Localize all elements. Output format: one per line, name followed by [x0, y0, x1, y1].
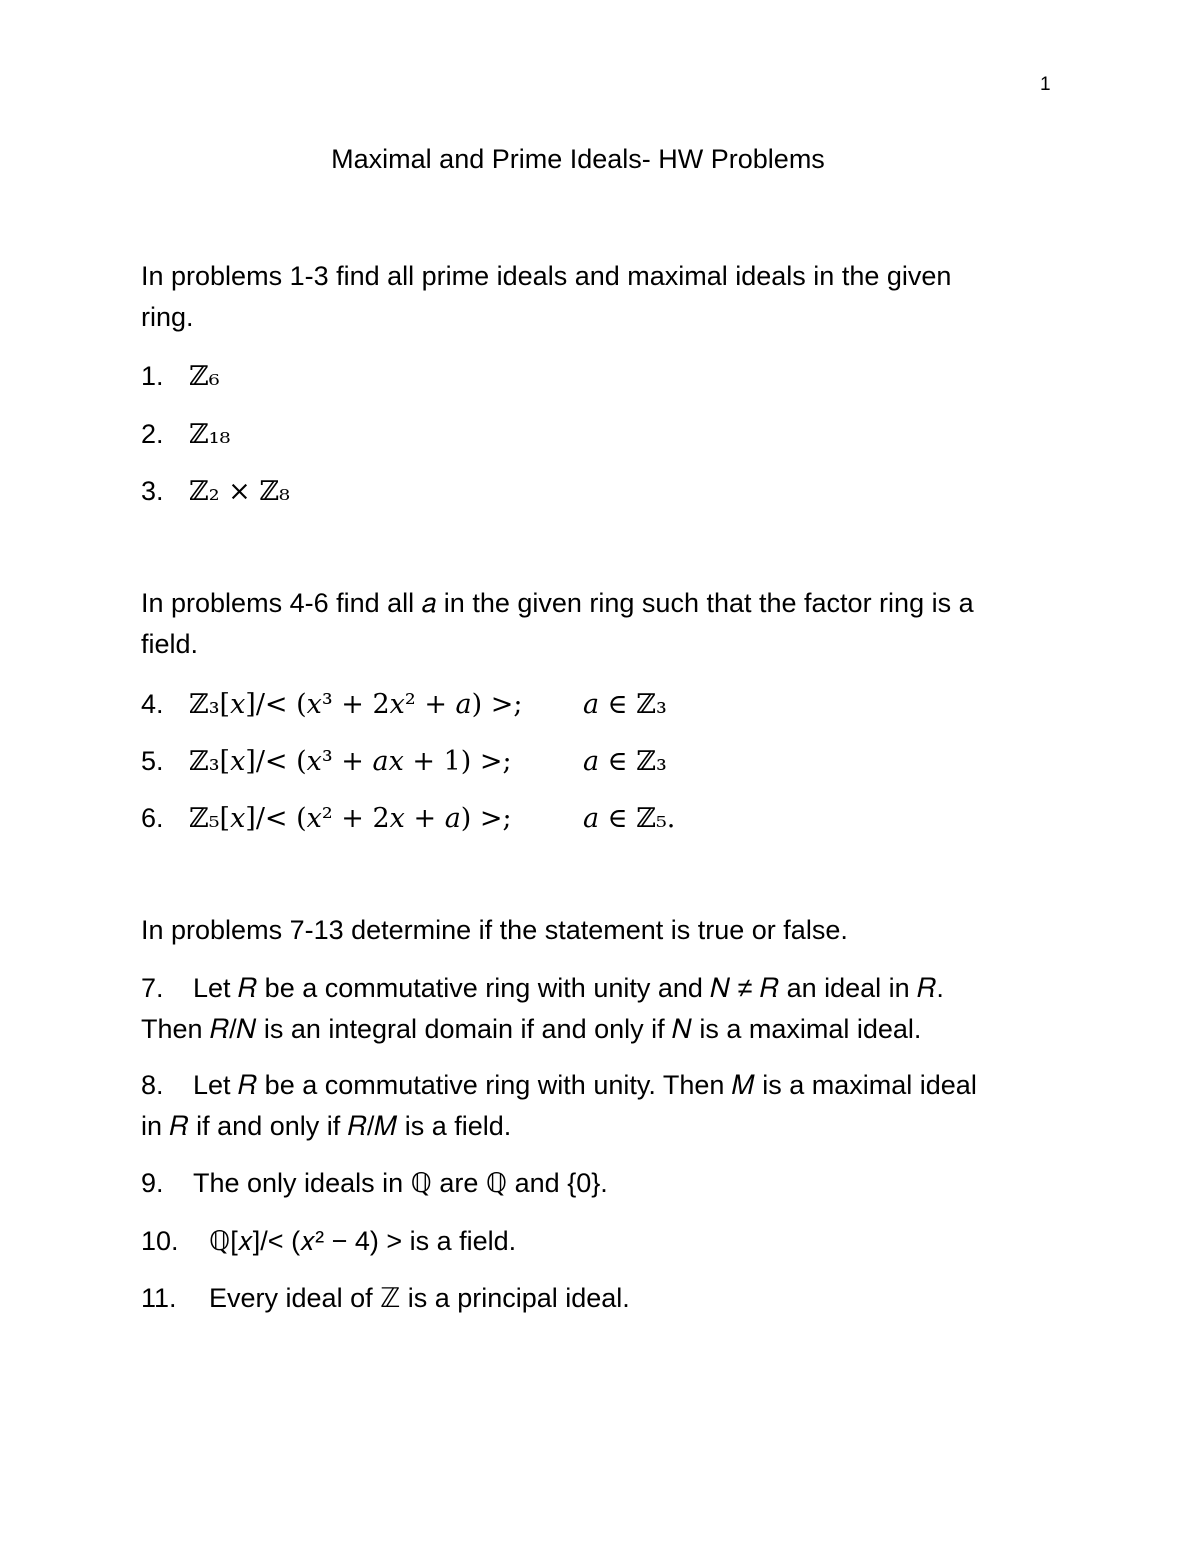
problem-expression: ℤ₆	[189, 361, 220, 392]
problem-5	[141, 741, 667, 782]
problem-11	[141, 1278, 630, 1319]
section2-intro-line1: In problems 4-6 find all 𝑎 in the given ring such that the factor ring is a	[141, 588, 974, 618]
problem-expression: ℤ₅[𝑥]/< (𝑥² + 2𝑥 + 𝑎) >;	[189, 803, 512, 834]
problem-number: 8.	[141, 1070, 164, 1100]
problem-statement-line1: Let 𝑅 be a commutative ring with unity and 𝑁 ≠ 𝑅 an ideal in 𝑅.	[193, 973, 944, 1003]
problem-statement-line1: Let 𝑅 be a commutative ring with unity. Then 𝑀 is a maximal ideal	[193, 1070, 977, 1100]
problem-expression: ℤ₁₈	[189, 419, 231, 450]
problem-number: 5.	[141, 746, 164, 776]
section1-intro-line2: ring.	[141, 302, 194, 332]
problem-statement-line1: Every ideal of ℤ is a principal ideal.	[209, 1283, 630, 1313]
problem-number: 9.	[141, 1168, 164, 1198]
section1-intro-line1: In problems 1-3 find all prime ideals and maximal ideals in the given	[141, 261, 952, 291]
problem-2	[141, 414, 230, 455]
section2-intro-line2: field.	[141, 629, 199, 659]
problem-4	[141, 684, 667, 725]
problem-number: 7.	[141, 973, 164, 1003]
problem-number: 2.	[141, 419, 164, 449]
problem-number: 10.	[141, 1226, 179, 1256]
problem-expression: ℤ₂ × ℤ₈	[189, 476, 290, 507]
problem-expression: ℤ₃[𝑥]/< (𝑥³ + 𝑎𝑥 + 1) >;	[189, 746, 512, 777]
problem-number: 6.	[141, 803, 164, 833]
problem-condition: 𝑎 ∈ ℤ₅.	[583, 803, 676, 834]
problem-condition: 𝑎 ∈ ℤ₃	[583, 689, 667, 720]
problem-8	[141, 1065, 977, 1106]
problem-7-line2: Then 𝑅/𝑁 is an integral domain if and only if 𝑁 is a maximal ideal.	[141, 1014, 922, 1044]
page-title: Maximal and Prime Ideals- HW Problems	[331, 144, 825, 174]
problem-number: 4.	[141, 689, 164, 719]
problem-number: 11.	[141, 1283, 177, 1313]
problem-8-line2: in 𝑅 if and only if 𝑅/𝑀 is a field.	[141, 1111, 512, 1141]
problem-number: 3.	[141, 476, 164, 506]
page-number: 1	[1040, 74, 1051, 95]
problem-6	[141, 798, 675, 839]
problem-9	[141, 1163, 608, 1204]
section3-intro: In problems 7-13 determine if the statement is true or false.	[141, 915, 848, 945]
problem-7	[141, 968, 944, 1009]
problem-statement-line1: The only ideals in ℚ are ℚ and {0}.	[193, 1168, 608, 1198]
problem-condition: 𝑎 ∈ ℤ₃	[583, 746, 667, 777]
problem-3	[141, 471, 290, 512]
problem-1	[141, 356, 220, 397]
problem-statement-line1: ℚ[𝑥]/< (𝑥² − 4) > is a field.	[209, 1226, 517, 1256]
problem-expression: ℤ₃[𝑥]/< (𝑥³ + 2𝑥² + 𝑎) >;	[189, 689, 523, 720]
problem-number: 1.	[141, 361, 164, 391]
problem-10	[141, 1221, 516, 1262]
